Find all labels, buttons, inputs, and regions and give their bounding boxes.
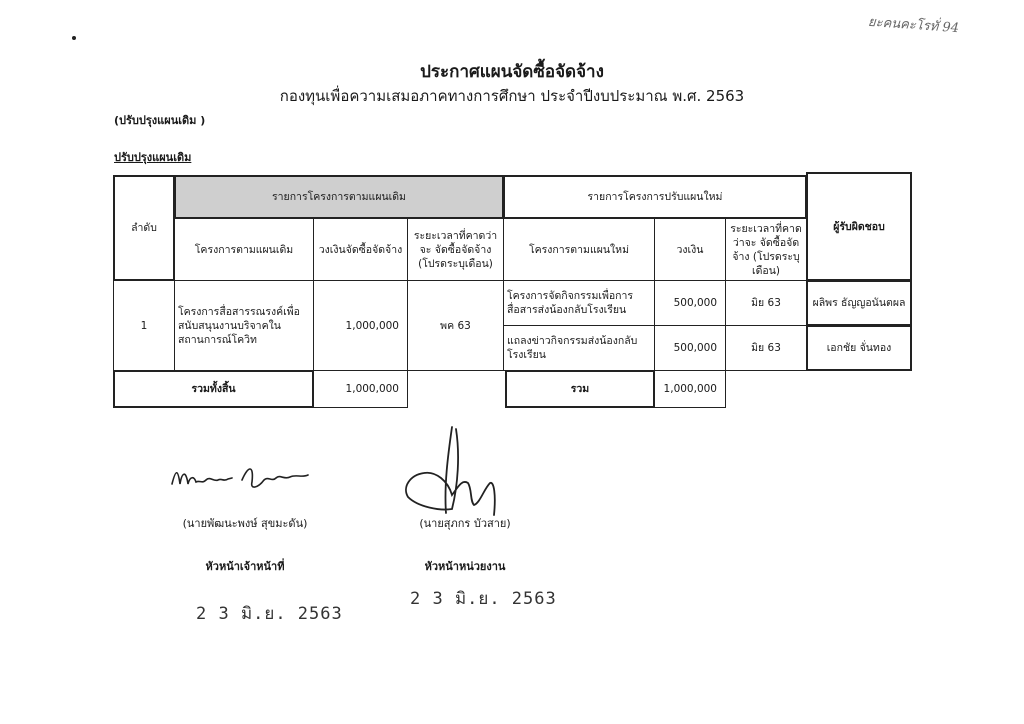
header-orig-budget: วงเงินจัดซื้อจัดจ้าง (313, 218, 408, 281)
row-new-project-1: โครงการจัดกิจกรรมเพื่อการสื่อสารส่งน้องกลับโรงเรียน (503, 280, 655, 326)
header-orig-period: ระยะเวลาที่คาดว่าจะ จัดซื้อจัดจ้าง (โปรดระบุเดือน) (407, 218, 504, 281)
right-signature-date: 2 3 มิ.ย. 2563 (410, 589, 557, 609)
header-new-group: รายการโครงการปรับแผนใหม่ (503, 175, 807, 219)
sum-label: รวม (505, 370, 655, 408)
row-seq: 1 (113, 280, 175, 371)
header-original-group: รายการโครงการตามแผนเดิม (174, 175, 504, 219)
header-new-budget: วงเงิน (654, 218, 726, 281)
left-signer-role: หัวหน้าเจ้าหน้าที่ (205, 560, 285, 573)
scan-dot (72, 36, 76, 40)
total-value: 1,000,000 (313, 370, 408, 408)
left-signature (168, 458, 318, 498)
row-orig-period: พค 63 (407, 280, 504, 371)
header-seq: ลำดับ (113, 175, 175, 281)
row-new-period-1: มิย 63 (725, 280, 807, 326)
row-new-project-2: แถลงข่าวกิจกรรมส่งน้องกลับโรงเรียน (503, 325, 655, 371)
row-responsible-2: เอกชัย จั่นทอง (806, 325, 912, 371)
revision-note: (ปรับปรุงแผนเดิม ) (114, 114, 206, 127)
row-orig-project: โครงการสื่อสารรณรงค์เพื่อสนับสนุนงานบริจาคในสถานการณ์โควิท (174, 280, 314, 371)
left-signer-name: (นายพัฒนะพงษ์ สุขมะดัน) (182, 517, 308, 530)
right-signer-role: หัวหน้าหน่วยงาน (424, 560, 506, 573)
row-new-period-2: มิย 63 (725, 325, 807, 371)
header-responsible: ผู้รับผิดชอบ (806, 172, 912, 281)
right-signer-name: (นายสุภกร บัวสาย) (419, 517, 511, 530)
row-new-budget-1: 500,000 (654, 280, 726, 326)
sum-value: 1,000,000 (654, 370, 726, 408)
header-orig-project: โครงการตามแผนเดิม (174, 218, 314, 281)
right-signature (400, 425, 510, 525)
document-subtitle: กองทุนเพื่อความเสมอภาคทางการศึกษา ประจำปีงบประมาณ พ.ศ. 2563 (279, 87, 745, 105)
total-label: รวมทั้งสิ้น (113, 370, 314, 408)
left-signature-date: 2 3 มิ.ย. 2563 (196, 604, 343, 624)
handwritten-note: ยะคนคะโรทั่ 94 (867, 14, 960, 37)
row-responsible-1: ผลิพร ธัญญอนันตผล (806, 280, 912, 326)
revision-heading: ปรับปรุงแผนเดิม (114, 151, 192, 164)
row-new-budget-2: 500,000 (654, 325, 726, 371)
row-orig-budget: 1,000,000 (313, 280, 408, 371)
header-new-project: โครงการตามแผนใหม่ (503, 218, 655, 281)
header-new-period: ระยะเวลาที่คาดว่าจะ จัดซื้อจัดจ้าง (โปรดระบุเดือน) (725, 218, 807, 281)
document-title: ประกาศแผนจัดซื้อจัดจ้าง (420, 62, 604, 82)
